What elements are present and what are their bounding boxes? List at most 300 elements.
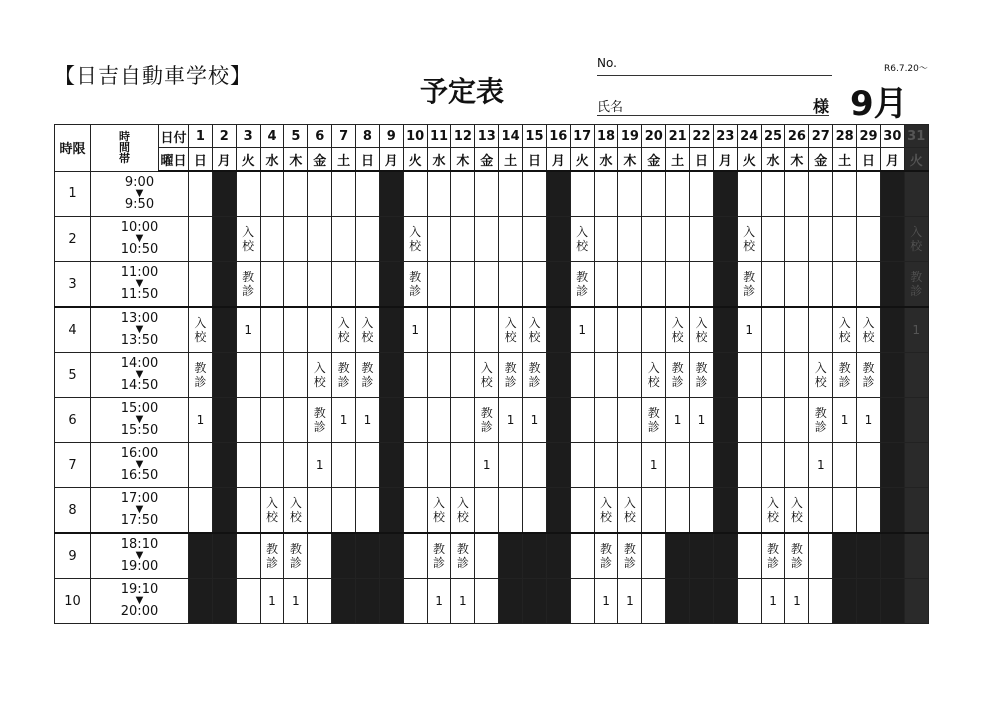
date-cell: 13: [475, 125, 499, 148]
schedule-cell: [618, 171, 642, 217]
schedule-cell: [857, 398, 881, 443]
schedule-cell: [618, 533, 642, 579]
schedule-cell: [737, 533, 761, 579]
edition-note: R6.7.20～: [884, 64, 928, 74]
date-cell: 22: [690, 125, 714, 148]
weekday-cell: 土: [666, 148, 690, 172]
schedule-cell: [212, 353, 236, 398]
schedule-mark: 入校: [409, 224, 422, 253]
schedule-cell: [785, 488, 809, 534]
weekday-cell: 月: [546, 148, 570, 172]
schedule-cell: [284, 307, 308, 353]
date-cell: 24: [737, 125, 761, 148]
schedule-cell: [499, 217, 523, 262]
time-range: [91, 488, 189, 534]
weekday-cell: 金: [642, 148, 666, 172]
period-number: 3: [55, 262, 91, 308]
schedule-cell: [570, 353, 594, 398]
schedule-cell: [833, 579, 857, 624]
date-label: 日付: [159, 125, 189, 148]
schedule-cell: [284, 579, 308, 624]
schedule-cell: [594, 262, 618, 308]
schedule-cell: [260, 353, 284, 398]
schedule-cell: [403, 579, 427, 624]
arrow-down-icon: ▼: [135, 188, 144, 199]
schedule-cell: [236, 217, 260, 262]
schedule-cell: [212, 217, 236, 262]
schedule-mark: 教診: [814, 405, 827, 434]
schedule-mark: 1: [315, 457, 324, 472]
schedule-mark: 1: [626, 593, 634, 608]
time-range: [91, 217, 189, 262]
schedule-cell: [189, 443, 213, 488]
schedule-cell: [690, 488, 714, 534]
schedule-cell: [546, 579, 570, 624]
schedule-cell: [642, 533, 666, 579]
schedule-mark: 入校: [504, 315, 517, 344]
schedule-cell: [499, 398, 523, 443]
start-time: 14:00: [120, 356, 159, 371]
schedule-cell: [785, 533, 809, 579]
schedule-cell: [833, 533, 857, 579]
schedule-cell: [308, 171, 332, 217]
weekday-cell: 日: [857, 148, 881, 172]
schedule-mark: 1: [697, 412, 706, 427]
schedule-mark: 1: [649, 457, 658, 472]
schedule-cell: [857, 307, 881, 353]
schedule-cell: [475, 533, 499, 579]
end-time: 16:50: [120, 468, 159, 483]
schedule-mark: 入校: [433, 495, 446, 524]
date-cell: 28: [833, 125, 857, 148]
date-cell: 2: [212, 125, 236, 148]
schedule-cell: [785, 171, 809, 217]
schedule-mark: 教診: [265, 541, 278, 570]
schedule-cell: [236, 353, 260, 398]
schedule-cell: [809, 443, 833, 488]
schedule-cell: [284, 533, 308, 579]
period-number: 4: [55, 307, 91, 353]
schedule-cell: [427, 579, 451, 624]
schedule-cell: [761, 488, 785, 534]
schedule-cell: [904, 262, 928, 308]
schedule-table: [54, 124, 929, 624]
date-cell: 20: [642, 125, 666, 148]
schedule-cell: [308, 217, 332, 262]
end-time: 14:50: [120, 378, 159, 393]
schedule-cell: [189, 533, 213, 579]
schedule-cell: [833, 398, 857, 443]
schedule-cell: [403, 398, 427, 443]
schedule-cell: [809, 262, 833, 308]
end-time: 10:50: [120, 242, 159, 257]
schedule-cell: [379, 217, 403, 262]
period-number: 8: [55, 488, 91, 534]
date-cell: 23: [713, 125, 737, 148]
date-cell: 30: [880, 125, 904, 148]
period-number: 1: [55, 171, 91, 217]
start-time: 16:00: [120, 446, 159, 461]
schedule-cell: [737, 353, 761, 398]
schedule-cell: [284, 398, 308, 443]
schedule-cell: [284, 217, 308, 262]
schedule-cell: [212, 533, 236, 579]
schedule-cell: [761, 262, 785, 308]
schedule-cell: [594, 579, 618, 624]
schedule-mark: 1: [530, 412, 539, 427]
schedule-cell: [403, 443, 427, 488]
schedule-mark: 教診: [767, 541, 780, 570]
schedule-mark: 教診: [194, 360, 207, 389]
date-cell: 4: [260, 125, 284, 148]
schedule-cell: [570, 443, 594, 488]
schedule-mark: 1: [482, 457, 491, 472]
schedule-cell: [427, 353, 451, 398]
schedule-cell: [666, 262, 690, 308]
weekday-cell: 金: [308, 148, 332, 172]
schedule-mark: 教診: [838, 360, 851, 389]
date-cell: 25: [761, 125, 785, 148]
date-cell: 1: [189, 125, 213, 148]
schedule-cell: [308, 579, 332, 624]
schedule-cell: [475, 353, 499, 398]
schedule-cell: [713, 307, 737, 353]
start-time: 17:00: [120, 491, 159, 506]
date-cell: 17: [570, 125, 594, 148]
start-time: 19:10: [120, 582, 159, 597]
schedule-cell: [379, 171, 403, 217]
schedule-cell: [475, 488, 499, 534]
date-cell: 3: [236, 125, 260, 148]
schedule-mark: 教診: [695, 360, 708, 389]
schedule-cell: [713, 488, 737, 534]
schedule-cell: [690, 353, 714, 398]
date-cell: 31: [904, 125, 928, 148]
schedule-cell: [499, 533, 523, 579]
start-time: 9:00: [124, 175, 155, 190]
period-number: 6: [55, 398, 91, 443]
schedule-cell: [880, 171, 904, 217]
date-cell: 26: [785, 125, 809, 148]
schedule-cell: [332, 171, 356, 217]
schedule-cell: [236, 533, 260, 579]
schedule-cell: [451, 353, 475, 398]
schedule-cell: [546, 217, 570, 262]
schedule-mark: 1: [292, 593, 300, 608]
schedule-cell: [713, 262, 737, 308]
schedule-cell: [499, 579, 523, 624]
period-number: 2: [55, 217, 91, 262]
schedule-cell: [809, 579, 833, 624]
schedule-cell: [713, 353, 737, 398]
schedule-cell: [523, 262, 547, 308]
start-time: 15:00: [120, 401, 159, 416]
schedule-cell: [761, 398, 785, 443]
schedule-cell: [666, 443, 690, 488]
weekday-cell: 土: [499, 148, 523, 172]
schedule-cell: [236, 443, 260, 488]
schedule-cell: [284, 353, 308, 398]
schedule-cell: [833, 307, 857, 353]
schedule-cell: [785, 353, 809, 398]
schedule-mark: 入校: [695, 315, 708, 344]
schedule-cell: [666, 533, 690, 579]
schedule-mark: 教診: [576, 269, 589, 298]
number-field[interactable]: [597, 56, 832, 76]
schedule-cell: [236, 307, 260, 353]
period-number: 10: [55, 579, 91, 624]
schedule-cell: [523, 171, 547, 217]
schedule-cell: [690, 533, 714, 579]
schedule-cell: [403, 488, 427, 534]
schedule-cell: [284, 443, 308, 488]
schedule-cell: [904, 579, 928, 624]
schedule-mark: 教診: [504, 360, 517, 389]
schedule-cell: [403, 353, 427, 398]
schedule-mark: 1: [196, 412, 205, 427]
schedule-cell: [642, 488, 666, 534]
schedule-cell: [332, 398, 356, 443]
date-cell: 9: [379, 125, 403, 148]
time-range: [91, 443, 189, 488]
schedule-mark: 入校: [671, 315, 684, 344]
schedule-mark: 教診: [862, 360, 875, 389]
schedule-cell: [809, 171, 833, 217]
weekday-cell: 水: [594, 148, 618, 172]
schedule-cell: [212, 307, 236, 353]
schedule-cell: [690, 443, 714, 488]
schedule-cell: [690, 307, 714, 353]
schedule-cell: [475, 262, 499, 308]
time-range: [91, 533, 189, 579]
schedule-mark: 教診: [790, 541, 803, 570]
schedule-cell: [332, 579, 356, 624]
schedule-mark: 教診: [910, 269, 923, 298]
schedule-cell: [690, 579, 714, 624]
schedule-cell: [713, 217, 737, 262]
schedule-cell: [713, 398, 737, 443]
schedule-mark: 1: [244, 322, 252, 337]
weekday-cell: 月: [212, 148, 236, 172]
date-cell: 6: [308, 125, 332, 148]
schedule-cell: [546, 307, 570, 353]
schedule-cell: [523, 579, 547, 624]
schedule-cell: [904, 307, 928, 353]
weekday-cell: 土: [332, 148, 356, 172]
weekday-cell: 火: [236, 148, 260, 172]
schedule-mark: 教診: [456, 541, 469, 570]
schedule-cell: [594, 307, 618, 353]
schedule-mark: 入校: [456, 495, 469, 524]
date-cell: 19: [618, 125, 642, 148]
schedule-cell: [236, 171, 260, 217]
schedule-mark: 入校: [289, 495, 302, 524]
schedule-cell: [761, 353, 785, 398]
schedule-mark: 入校: [790, 495, 803, 524]
schedule-cell: [546, 398, 570, 443]
schedule-cell: [594, 488, 618, 534]
schedule-cell: [284, 262, 308, 308]
weekday-cell: 木: [451, 148, 475, 172]
schedule-cell: [427, 488, 451, 534]
schedule-cell: [618, 262, 642, 308]
date-cell: 7: [332, 125, 356, 148]
schedule-cell: [737, 398, 761, 443]
schedule-cell: [833, 488, 857, 534]
schedule-cell: [809, 217, 833, 262]
date-cell: 11: [427, 125, 451, 148]
schedule-cell: [904, 353, 928, 398]
schedule-cell: [427, 171, 451, 217]
name-field[interactable]: [597, 96, 829, 116]
schedule-cell: [737, 307, 761, 353]
schedule-cell: [332, 217, 356, 262]
schedule-cell: [403, 171, 427, 217]
schedule-cell: [904, 398, 928, 443]
schedule-cell: [308, 398, 332, 443]
schedule-cell: [690, 171, 714, 217]
date-cell: 8: [356, 125, 380, 148]
end-time: 9:50: [124, 197, 155, 212]
schedule-cell: [761, 533, 785, 579]
schedule-mark: 入校: [910, 224, 923, 253]
schedule-cell: [737, 171, 761, 217]
schedule-cell: [379, 398, 403, 443]
schedule-cell: [236, 488, 260, 534]
date-cell: 5: [284, 125, 308, 148]
schedule-mark: 1: [769, 593, 777, 608]
schedule-cell: [904, 171, 928, 217]
schedule-cell: [570, 262, 594, 308]
schedule-cell: [713, 579, 737, 624]
weekday-cell: 月: [880, 148, 904, 172]
schedule-cell: [666, 398, 690, 443]
weekday-cell: 日: [690, 148, 714, 172]
weekday-cell: 日: [356, 148, 380, 172]
schedule-cell: [857, 262, 881, 308]
schedule-mark: 入校: [838, 315, 851, 344]
schedule-cell: [451, 579, 475, 624]
schedule-cell: [570, 217, 594, 262]
schedule-mark: 1: [912, 322, 921, 337]
schedule-cell: [737, 488, 761, 534]
start-time: 13:00: [120, 311, 159, 326]
schedule-cell: [713, 171, 737, 217]
schedule-cell: [761, 307, 785, 353]
honorific-label: 様: [812, 97, 829, 116]
schedule-cell: [332, 307, 356, 353]
schedule-mark: 入校: [862, 315, 875, 344]
weekday-cell: 日: [523, 148, 547, 172]
schedule-mark: 1: [268, 593, 276, 608]
end-time: 19:00: [120, 559, 159, 574]
schedule-mark: 1: [745, 322, 753, 337]
schedule-cell: [332, 443, 356, 488]
weekday-cell: 木: [284, 148, 308, 172]
schedule-mark: 入校: [242, 224, 255, 253]
schedule-mark: 1: [459, 593, 467, 608]
schedule-mark: 教診: [647, 405, 660, 434]
schedule-cell: [475, 217, 499, 262]
schedule-cell: [332, 488, 356, 534]
schedule-mark: 入校: [313, 360, 326, 389]
schedule-cell: [594, 217, 618, 262]
schedule-cell: [308, 533, 332, 579]
schedule-cell: [880, 579, 904, 624]
schedule-cell: [332, 533, 356, 579]
schedule-cell: [570, 488, 594, 534]
schedule-mark: 1: [864, 412, 873, 427]
schedule-cell: [212, 443, 236, 488]
schedule-cell: [403, 217, 427, 262]
schedule-cell: [833, 171, 857, 217]
schedule-cell: [451, 307, 475, 353]
schedule-cell: [737, 579, 761, 624]
arrow-down-icon: ▼: [135, 550, 144, 561]
schedule-mark: 1: [793, 593, 801, 608]
schedule-cell: [356, 307, 380, 353]
schedule-cell: [880, 443, 904, 488]
schedule-cell: [570, 307, 594, 353]
schedule-cell: [618, 579, 642, 624]
schedule-cell: [356, 443, 380, 488]
schedule-cell: [857, 353, 881, 398]
weekday-cell: 火: [904, 148, 928, 172]
schedule-cell: [880, 398, 904, 443]
start-time: 10:00: [120, 220, 159, 235]
arrow-down-icon: ▼: [135, 504, 144, 515]
arrow-down-icon: ▼: [135, 278, 144, 289]
schedule-cell: [618, 398, 642, 443]
schedule-mark: 入校: [480, 360, 493, 389]
weekday-cell: 水: [260, 148, 284, 172]
schedule-cell: [857, 171, 881, 217]
schedule-cell: [904, 217, 928, 262]
schedule-cell: [523, 443, 547, 488]
schedule-mark: 教診: [289, 541, 302, 570]
arrow-down-icon: ▼: [135, 369, 144, 380]
schedule-cell: [212, 488, 236, 534]
schedule-cell: [880, 488, 904, 534]
schedule-mark: 入校: [600, 495, 613, 524]
date-cell: 12: [451, 125, 475, 148]
schedule-cell: [809, 488, 833, 534]
schedule-cell: [523, 353, 547, 398]
weekday-label: 曜日: [159, 148, 189, 172]
schedule-cell: [260, 262, 284, 308]
schedule-cell: [451, 488, 475, 534]
schedule-cell: [451, 398, 475, 443]
schedule-cell: [618, 488, 642, 534]
schedule-mark: 入校: [576, 224, 589, 253]
schedule-mark: 教診: [623, 541, 636, 570]
schedule-cell: [308, 443, 332, 488]
schedule-mark: 入校: [623, 495, 636, 524]
schedule-cell: [379, 262, 403, 308]
schedule-cell: [904, 443, 928, 488]
schedule-cell: [212, 171, 236, 217]
schedule-mark: 入校: [337, 315, 350, 344]
schedule-cell: [427, 398, 451, 443]
schedule-cell: [499, 488, 523, 534]
schedule-cell: [642, 171, 666, 217]
schedule-cell: [809, 533, 833, 579]
time-range: [91, 307, 189, 353]
schedule-cell: [857, 488, 881, 534]
schedule-cell: [880, 307, 904, 353]
schedule-cell: [618, 307, 642, 353]
schedule-cell: [189, 262, 213, 308]
